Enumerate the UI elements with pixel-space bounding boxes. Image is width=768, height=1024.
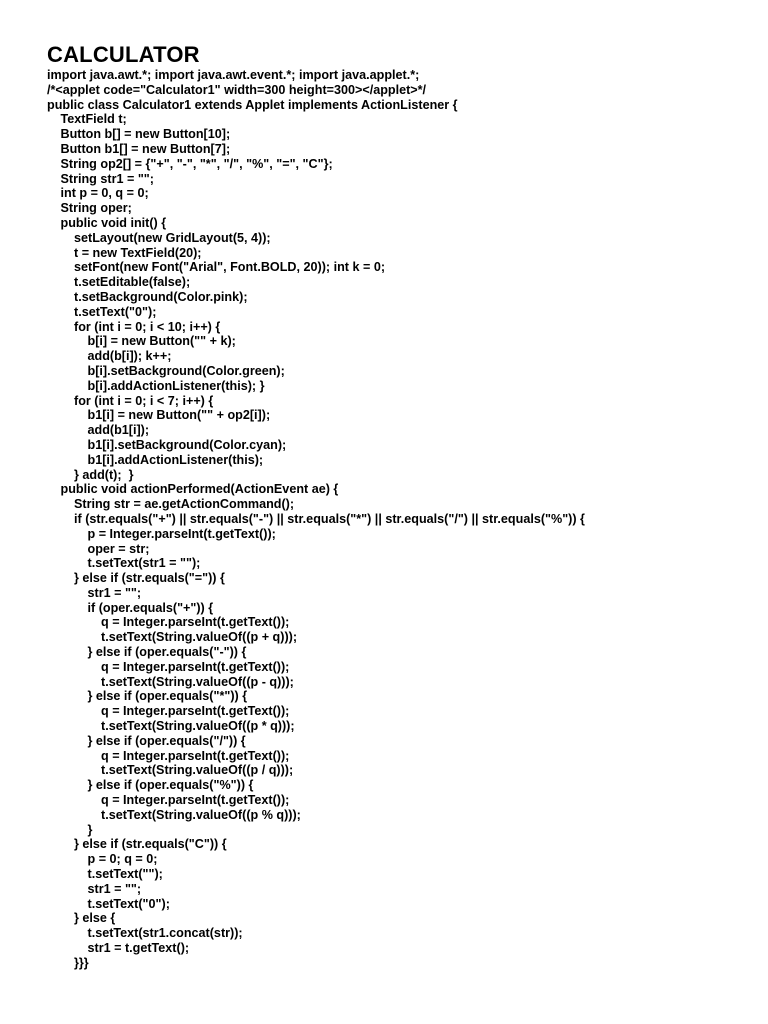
code-line: String str1 = ""; [60,171,154,186]
code-line: q = Integer.parseInt(t.getText()); [101,659,290,674]
document-title: CALCULATOR [47,42,200,67]
code-line: q = Integer.parseInt(t.getText()); [101,704,290,719]
code-line: t.setText(String.valueOf((p / q))); [101,763,294,778]
code-line: t.setEditable(false); [74,275,191,290]
code-line: q = Integer.parseInt(t.getText()); [101,615,290,630]
code-line: str1 = ""; [87,881,142,896]
code-line: if (str.equals("+") || str.equals("-") || str.equals("*") || str.equals("/") || str.equals("%")) { [74,511,585,526]
document-page [47,42,747,971]
code-line: } else if (oper.equals("%")) { [87,778,254,793]
code-line: t.setText(String.valueOf((p * q))); [101,719,295,734]
code-line: import java.awt.*; import java.awt.event.*; import java.applet.*; [47,68,420,82]
code-line: str1 = ""; [87,585,142,600]
code-line: b[i].addActionListener(this); } [87,378,265,393]
code-line: Button b1[] = new Button[7]; [60,141,231,156]
code-line: } else if (oper.equals("/")) { [87,733,246,748]
code-line: b1[i] = new Button("" + op2[i]); [87,408,271,423]
code-line: q = Integer.parseInt(t.getText()); [101,748,290,763]
code-line: }}} [74,955,89,970]
code-line: } else if (oper.equals("*")) { [87,689,248,704]
code-line: } else if (oper.equals("-")) { [87,645,247,660]
code-line: b[i] = new Button("" + k); [87,334,236,349]
code-line: for (int i = 0; i < 10; i++) { [74,319,221,334]
code-line: t.setBackground(Color.pink); [74,289,248,304]
code-line: public class Calculator1 extends Applet implements ActionListener { [47,97,458,112]
code-line: b1[i].setBackground(Color.cyan); [87,437,287,452]
code-line: t.setText("0"); [87,896,170,911]
code-line: t.setText(String.valueOf((p - q))); [101,674,294,689]
code-line: t.setText(str1 = ""); [87,556,201,571]
code-line: oper = str; [87,541,150,556]
code-line: t.setText(""); [87,867,163,882]
code-line: t.setText(String.valueOf((p + q))); [101,630,298,645]
code-line: t = new TextField(20); [74,245,202,260]
code-line: p = Integer.parseInt(t.getText()); [87,526,276,541]
code-block [47,68,747,971]
code-line: add(b[i]); k++; [87,349,172,364]
code-line: for (int i = 0; i < 7; i++) { [74,393,214,408]
code-line: b[i].setBackground(Color.green); [87,363,285,378]
code-line: String oper; [60,201,132,216]
code-line: str1 = t.getText(); [87,941,190,956]
code-line: } add(t); } [74,467,134,482]
code-line: setLayout(new GridLayout(5, 4)); [74,230,271,245]
code-line: t.setText(String.valueOf((p % q))); [101,807,301,822]
code-line: t.setText("0"); [74,304,157,319]
code-line: add(b1[i]); [87,423,150,438]
code-line: } else { [74,911,116,926]
code-line: q = Integer.parseInt(t.getText()); [101,793,290,808]
code-line: p = 0; q = 0; [87,852,158,867]
code-line: public void actionPerformed(ActionEvent ae) { [60,482,339,497]
code-line: setFont(new Font("Arial", Font.BOLD, 20)); int k = 0; [74,260,386,275]
code-line: /*<applet code="Calculator1" width=300 height=300></applet>*/ [47,82,427,97]
code-line: TextField t; [60,112,127,127]
code-line: if (oper.equals("+")) { [87,600,214,615]
code-line: public void init() { [60,215,167,230]
code-line: } else if (str.equals("C")) { [74,837,227,852]
code-line: String op2[] = {"+", "-", "*", "/", "%", "=", "C"}; [60,156,333,171]
code-line: Button b[] = new Button[10]; [60,127,231,142]
code-line: int p = 0, q = 0; [60,186,149,201]
code-line: b1[i].addActionListener(this); [87,452,264,467]
code-line: } [87,822,93,837]
code-line: t.setText(str1.concat(str)); [87,926,243,941]
code-line: String str = ae.getActionCommand(); [74,497,295,512]
code-line: } else if (str.equals("=")) { [74,571,225,586]
